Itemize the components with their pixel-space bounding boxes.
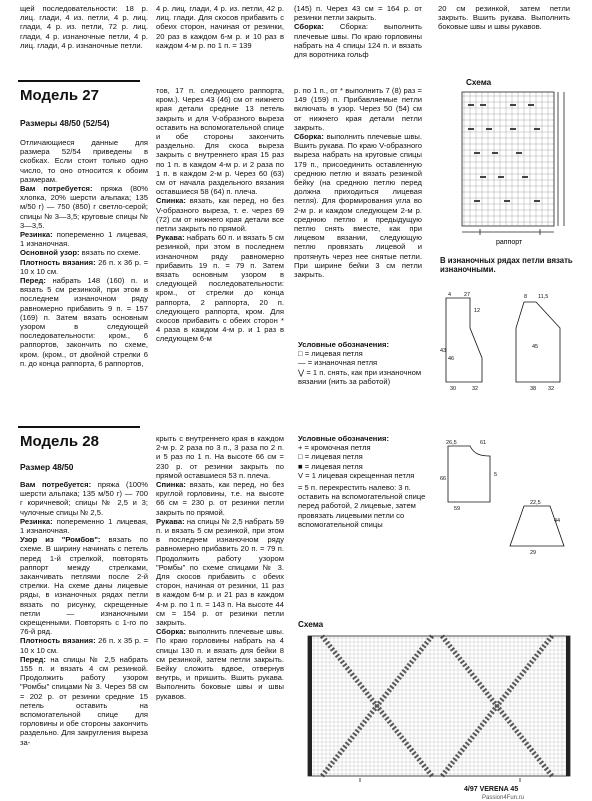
paragraph: Сборка: выполнить плечевые швы. По краю горловины набрать на 4 спицы 130 п. и вязать для бейки 8 см резинкой, затем петли закрыть. Бейку сложить вдвое, отвернув внутрь, и пришить. Вшить рукава. Выполнить боковые швы и швы рукавов. [156,627,284,701]
paragraph: тов, 17 п. следующего раппорта, кром.). Через 43 (46) см от нижнего края детали средние 13 петель закрыть и для V-образного выреза оставить на вспомогательной спице и обе стороны закончить раздельно. Для скоса выреза закрыть с внутреннего края 15 раз по 1 п. в каждом 4-м р. и 2 раза по 1 п. в каждом 2-м р. Через 60 (63) см от начала раздельного вязания оставшиеся 58 (64) п. плеча. [156,86,284,197]
svg-text:11,5: 11,5 [538,294,549,300]
continued-text-col4: 20 см резинкой, затем петли закрыть. Вшить рукава. Выполнить боковые швы и швы рукавов. [438,4,570,32]
paragraph: Плотность вязания: 26 п. х 36 р. = 10 х 10 см. [20,257,149,276]
model27-title: Модель 27 [20,87,99,104]
model28-chart-grid [302,630,580,782]
svg-text:45: 45 [532,344,539,350]
paragraph: Вам потребуется: пряжа (80% хлопка, 20% шерсти альпака; 135 м/50 г) — 750 (850) г светло-серой; спицы № 3—3,5; круговые спицы № 3—3,5. [20,184,148,230]
model27-chart-grid [440,90,584,250]
svg-text:32: 32 [472,386,479,392]
paragraph: Основной узор: вязать по схеме. [20,248,141,258]
svg-text:22,5: 22,5 [530,500,541,506]
svg-text:8: 8 [524,294,528,300]
model27-text-col3 [294,86,422,279]
svg-text:66: 66 [440,476,447,482]
model28-title: Модель 28 [20,433,99,450]
model27-pattern-pieces [440,288,585,392]
paragraph: Сборка: выполнить плечевые швы. Вшить рукава. По краю V-образного выреза набрать на круговые спицы 179 п., присоединить оставленную среднюю петлю и вязать резинкой бейку (на среднюю петлю перед должна приходиться лицевая петля). Для формирования угла во 2-м р. и каждом следующем 2-м р. среднюю петлю и предыдущую петлю снять вместе, как при лицевом вязании, следующую петлю провязать лицевой и протянуть через нее снятые петли. При ширине бейки 3 см петли закрыть. [294,132,422,280]
model28-legend: Условные обозначения: + = кромочная петля □ = лицевая петля ■ = лицевая петля V = 1 лицевая скрещенная петля = 5 п. перекрестить налево: 3 п. оставить на вспомогательной спице перед работой, 2 лицевые, затем провязать лицевыми петли со вспомогательной спицы [298,434,426,529]
paragraph: Перед: набрать 148 (160) п. и вязать 5 см резинкой, при этом в последнем изнаночном ряду равномерно прибавить 9 п. = 157 (169) п. Затем вязать основным узором в следующей последовательности: кром., 6 раппортов, закончить по схеме, кром. (кром., от двойной стрелки 6 п. до конца раппорта, 6 раппортов, [20,276,148,368]
paragraph: Спинка: вязать, как перед, но без V-образного выреза, т. е. через 69 (72) см от нижнего края детали все петли закрыть по прямой. [156,196,284,234]
model28-text-col1 [20,480,148,747]
model27-scheme-note: В изнаночных рядах петли вязать изнаночными. [440,256,573,275]
model27-sizes: Размеры 48/50 (52/54) [20,118,110,128]
assembly-paragraph: Сборка: Сборка: выполнить плечевые швы. По краю горловины набрать на 4 спицы 124 п. и вязать для воротника гольф [294,22,422,60]
svg-text:30: 30 [450,386,457,392]
svg-text:61: 61 [480,440,487,446]
model27-scheme-title: Схема [466,78,492,87]
svg-text:32: 32 [548,386,555,392]
section-rule [18,80,140,82]
paragraph: Перед: на спицы № 2,5 набрать 155 п. и вязать 4 см резинкой. Продолжить работу узором "Ромбы" спицами № 3. Через 58 см = 202 р. от резинки средние 15 петель оставить на вспомогательной спице для горловины и обе стороны закончить раздельно. Для закругления выреза за- [20,654,148,747]
paragraph: Резинка: попеременно 1 лицевая, 1 изнаночная. [20,230,148,249]
svg-text:43: 43 [440,348,447,354]
paragraph: Плотность вязания: 26 п. х 35 р. = 10 х 10 см. [20,636,149,655]
continued-text-col3: (145) п. Через 43 см = 164 р. от резинки петли закрыть. Сборка: Сборка: выполнить плечевые швы. По краю горловины набрать на 4 спицы 124 п. и вязать для воротника гольф [294,4,422,60]
svg-text:29: 29 [530,550,537,556]
svg-text:27: 27 [464,292,471,298]
paragraph: Резинка: попеременно 1 лицевая, 1 изнаночная. [20,516,148,536]
svg-text:59: 59 [454,506,461,512]
rapport-label: раппорт [496,239,523,246]
paragraph: Отличающиеся данные для размера 52/54 приведены в скобках. Если стоит только одно число, то оно относится к обоим размерам. [20,138,148,184]
watermark: Passion4Fun.ru [482,795,525,801]
continued-text-col2: 4 р. лиц. глади, 4 р. из. петли, 42 р. лиц. глади. Для скосов прибавить с обеих сторон, начиная от резинки, 20 раз в каждом 6-м р. и 10 раз в каждом 4-м р. по 1 п. = 139 [156,4,284,50]
svg-text:5: 5 [494,472,498,478]
paragraph: крыть с внутреннего края в каждом 2-м р. 2 раза по 3 п., 3 раза по 2 п. и 5 раз по 1 п. На высоте 66 см = 230 р. от резинки закрыть по прямой оставшиеся 53 п. плеча. [156,434,284,480]
svg-text:46: 46 [448,356,455,362]
model28-pattern-pieces [440,436,585,556]
svg-text:38: 38 [530,386,537,392]
model28-sizes: Размер 48/50 [20,462,74,472]
svg-text:44: 44 [554,518,561,524]
model28-text-col2 [156,434,284,701]
svg-text:4: 4 [448,292,452,298]
model27-text-col1 [20,138,148,368]
page-footer: 4/97 VERENA 45 [464,786,519,793]
paragraph: Узор из "Ромбов": вязать по схеме. В ширину начинать с петель перед 1-й стрелкой, повторять раппорт между стрелками, заканчивать петлями после 2-й стрелки. На схеме даны лицевые ряды, в изнаночных рядах петли вязать по рисунку, скрещенные петли — изнаночными скрещенными. Повторять с 1-го по 76-й ряд. [20,535,148,637]
paragraph: Спинка: вязать, как перед, но без круглой горловины, т.е. на высоте 66 см = 230 р. от резинки петли закрыть по прямой. [156,480,284,517]
paragraph: Рукава: набрать 60 п. и вязать 5 см резинкой, при этом в последнем изнаночном ряду равномерно прибавить 19 п. = 79 п. Затем вязать основным узором в следующей последовательности: кром., от стрелки до конца раппорта, 2 раппорта, 20 п. следующего раппорта, кром. Для скосов прибавить с обеих сторон * 4 раза в каждом 4-м р. и 1 раз в следующем 6-м [156,233,284,344]
model27-legend: Условные обозначения: □ = лицевая петля — = изнаночная петля ⋁ = 1 п. снять, как при изнаночном вязании (нить за работой) [298,340,422,386]
paragraph: Вам потребуется: пряжа (100% шерсти альпака; 135 м/50 г) — 700 г коричневой; спицы № 2,5 и 3; чулочные спицы № 2,5. [20,480,149,517]
svg-text:12: 12 [474,308,481,314]
continued-text-col1: щей последовательности: 18 р. лиц. глади, 4 из. петли, 4 р. лиц. глади, 4 р. из. петли, 72 р. лиц. глади, 4 р. изнаночные петли, 4 р. лиц. глади, 4 р. изнаночные петли. [20,4,148,50]
svg-text:26,5: 26,5 [446,440,457,446]
model27-text-col2 [156,86,284,344]
model28-scheme-title: Схема [298,620,324,629]
paragraph: Рукава: на спицы № 2,5 набрать 59 п. и вязать 5 см резинкой, при этом в последнем изнаночном ряду равномерно прибавить 20 п. = 79 п. Продолжить работу узором "Ромбы" по схеме спицами № 3. Для скосов прибавить с обеих сторон, начиная от резинки, 11 раз в каждом 6-м р. и 21 раз в каждом 4-м р. по 1 п. = 143 п. На высоте 44 см = 154 р. от резинки петли закрыть. [156,516,284,628]
paragraph: р. по 1 п., от * выполнить 7 (8) раз = 149 (159) п. Прибавляемые петли включать в узор. Через 50 (54) см от нижнего края детали петли закрыть. [294,86,422,132]
section-rule [18,426,140,428]
